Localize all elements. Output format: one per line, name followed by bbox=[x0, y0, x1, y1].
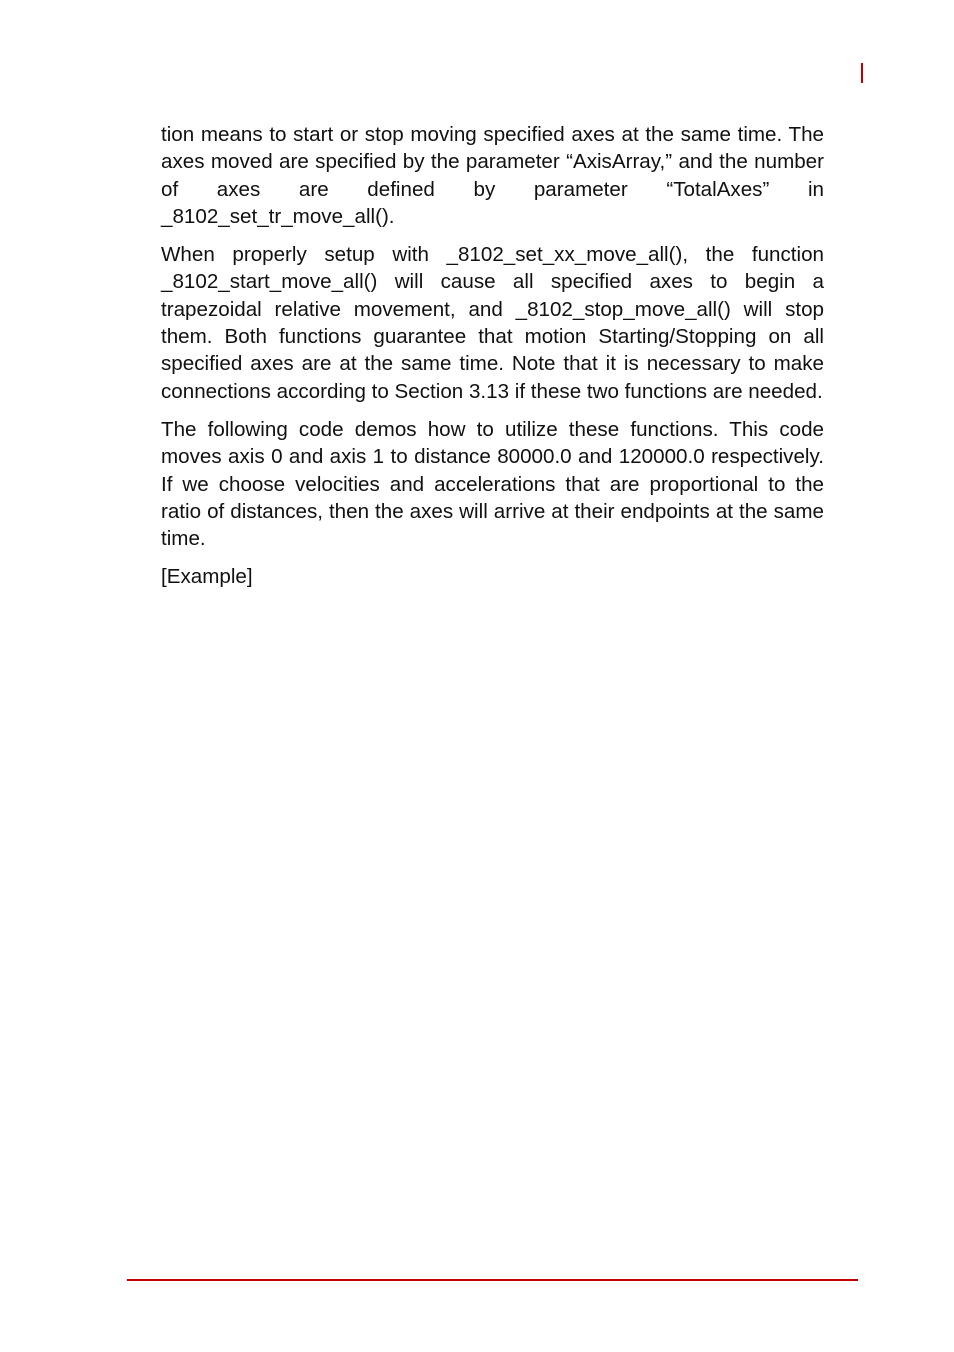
paragraph-move-all-intro: tion means to start or stop moving specified axes at the same time. The axes moved are specified by the parameter “AxisArray,” and the number of axes are defined by parameter “TotalAxes” in _8102_set_tr_move_all(). bbox=[161, 123, 824, 228]
footer-divider bbox=[127, 1279, 858, 1281]
example-heading: [Example] bbox=[161, 565, 253, 589]
body-text bbox=[161, 121, 824, 602]
paragraph-code-demo: The following code demos how to utilize these functions. This code moves axis 0 and axis 1 to distance 80000.0 and 120000.0 respectively. If we choose velocities and accelerations that are proportional to the ratio of distances, then the axes will arrive at their endpoints at the same time. bbox=[161, 417, 824, 551]
paragraph-move-all-functions: When properly setup with _8102_set_xx_move_all(), the function _8102_start_move_all() will cause all specified axes to begin a trapezoidal relative movement, and _8102_stop_move_all() will stop them. Both functions guarantee that motion Starting/Stopping on all specified axes are at the same time. Note that it is necessary to make connections according to Section 3.13 if these two functions are needed. bbox=[161, 243, 824, 403]
header-accent-bar bbox=[861, 63, 863, 83]
